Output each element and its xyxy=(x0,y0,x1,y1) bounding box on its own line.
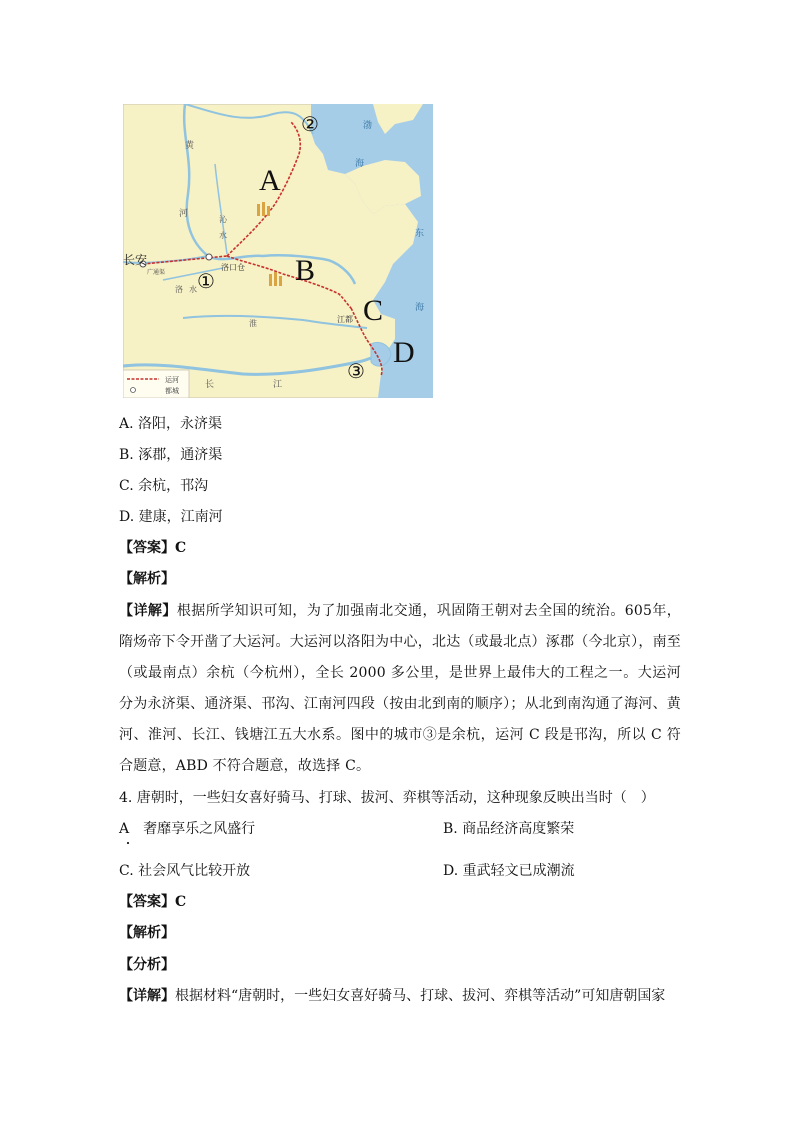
detail-label-q3: 【详解】 xyxy=(119,603,177,619)
detail-label-q4: 【详解】 xyxy=(119,988,175,1004)
label-B: B xyxy=(295,254,316,287)
label-luoshui: 水 xyxy=(189,285,197,294)
detail-q3 xyxy=(119,596,681,782)
label-tongji: 广通渠 xyxy=(147,269,166,276)
label-bo: 渤 xyxy=(363,121,373,131)
label-C: C xyxy=(363,294,384,327)
map-legend xyxy=(123,370,189,398)
stray-dot xyxy=(127,842,129,844)
label-n3: ③ xyxy=(347,359,365,383)
label-dong: 东 xyxy=(415,229,425,239)
label-he: 河 xyxy=(179,209,189,219)
option-a-q3: A. 洛阳，永济渠 xyxy=(119,416,223,432)
label-shui: 水 xyxy=(219,231,227,240)
label-luokoucang: 洛口仓 xyxy=(221,263,245,272)
analysis-heading-q4: 【解析】 xyxy=(119,925,175,941)
option-d-q3: D. 建康，江南河 xyxy=(119,509,223,525)
option-a-q4: A 奢靡享乐之风盛行 xyxy=(119,821,256,837)
label-huang: 黄 xyxy=(185,141,195,151)
option-c-q3: C. 余杭，邗沟 xyxy=(119,478,209,494)
legend-canal-label: 运河 xyxy=(165,376,179,384)
label-qin: 沁 xyxy=(219,215,227,224)
grand-canal-map xyxy=(123,104,433,398)
label-D: D xyxy=(393,336,415,369)
question-4: 4. 唐朝时，一些妇女喜好骑马、打球、拔河、弈棋等活动，这种现象反映出当时（ ） xyxy=(119,790,655,806)
label-bohai: 海 xyxy=(355,159,365,169)
option-b-q4: B. 商品经济高度繁荣 xyxy=(443,821,575,837)
label-huai: 淮 xyxy=(249,319,257,328)
answer-q3: 【答案】C xyxy=(119,540,187,556)
analysis-heading-q3: 【解析】 xyxy=(119,571,175,587)
label-jiangdu: 江都 xyxy=(337,315,353,324)
fenxi-heading-q4: 【分析】 xyxy=(119,957,175,973)
option-d-q4: D. 重武轻文已成潮流 xyxy=(443,863,575,879)
label-changan: 长安 xyxy=(123,253,148,267)
luoyang-marker xyxy=(206,254,212,260)
detail-text-q3: 根据所学知识可知，为了加强南北交通，巩固隋王朝对去全国的统治。605年，隋炀帝下令开凿了大运河。大运河以洛阳为中心，北达（或最北点）涿郡（今北京），南至（或最南点）余杭（今杭州），全长 2000 多公里，是世界上最伟大的工程之一。大运河分为永济渠、通济渠、邗沟、江南河四段（按由北到南的顺序）；从北到南沟通了海河、黄河、淮河、长江、钱塘江五大水系。图中的城市③是余杭，运河 C 段是邗沟，所以 C 符合题意，ABD 不符合题意，故选择 C。 xyxy=(119,603,681,774)
label-chang: 长 xyxy=(205,380,215,390)
answer-q4: 【答案】C xyxy=(119,894,187,910)
detail-text-q4: 根据材料“唐朝时，一些妇女喜好骑马、打球、拔河、弈棋等活动”可知唐朝国家 xyxy=(175,988,666,1004)
label-A: A xyxy=(259,164,281,197)
detail-q4 xyxy=(119,986,665,1006)
label-n1: ① xyxy=(197,269,215,293)
option-c-q4: C. 社会风气比较开放 xyxy=(119,863,251,879)
label-jiang: 江 xyxy=(273,380,283,390)
label-luo: 洛 xyxy=(175,285,183,294)
label-donghai: 海 xyxy=(415,303,425,313)
legend-capital-label: 都城 xyxy=(165,387,179,395)
label-n2: ② xyxy=(301,112,319,136)
option-b-q3: B. 涿郡，通济渠 xyxy=(119,447,223,463)
